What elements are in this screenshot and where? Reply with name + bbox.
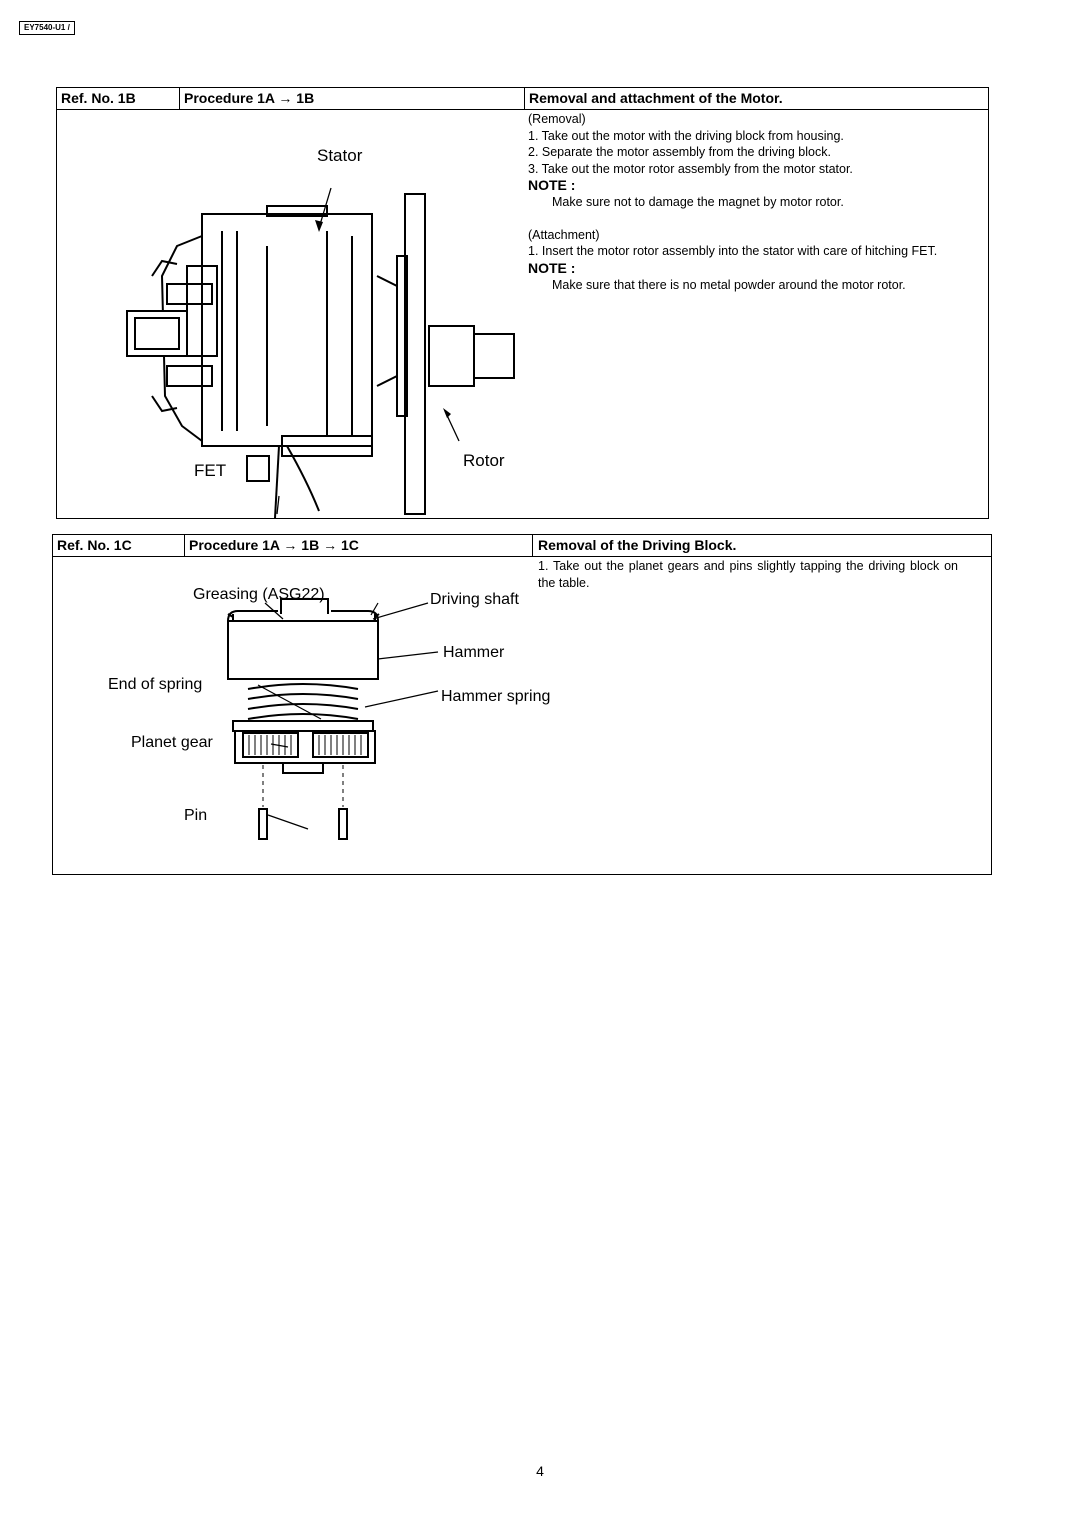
note-text: Make sure not to damage the magnet by motor rotor. — [552, 195, 844, 209]
section-1b-instructions — [528, 111, 980, 293]
fet-label: FET — [194, 461, 227, 480]
procedure: Procedure 1A → 1B → 1C — [189, 537, 359, 553]
note-label: NOTE : — [528, 177, 576, 193]
driving-block-illustration — [103, 579, 551, 869]
document-id: EY7540-U1 / — [19, 21, 75, 35]
note-label: NOTE : — [528, 259, 576, 276]
hammer-label: Hammer — [443, 644, 505, 661]
section-1c-instructions — [538, 558, 958, 591]
end-of-spring-label: End of spring — [108, 676, 203, 693]
greasing-label: Greasing (ASG22) — [193, 586, 325, 603]
planet-gear-label: Planet gear — [131, 734, 213, 751]
pin-label: Pin — [184, 807, 208, 824]
driving-shaft-label: Driving shaft — [430, 591, 519, 608]
section-1c-header — [53, 535, 991, 557]
note-text: Make sure that there is no metal powder around the motor rotor. — [552, 277, 906, 292]
section-1b — [56, 87, 989, 519]
motor-illustration — [107, 136, 527, 516]
hammer-spring-label: Hammer spring — [441, 688, 551, 705]
ref-number: Ref. No. 1C — [57, 537, 132, 553]
section-1b-header — [57, 88, 988, 110]
procedure: Procedure 1A → 1B — [184, 90, 315, 106]
removal-step: 2. Separate the motor assembly from the driving block. — [528, 145, 831, 159]
procedure-step: 1. Take out the planet gears and pins slightly tapping the driving block on the table. — [538, 559, 958, 590]
removal-step: 3. Take out the motor rotor assembly from the motor stator. — [528, 161, 853, 176]
section-title: Removal and attachment of the Motor. — [529, 90, 783, 106]
attachment-heading: (Attachment) — [528, 227, 600, 242]
stator-label: Stator — [317, 146, 363, 165]
rotor-label: Rotor — [463, 451, 505, 470]
attachment-step: 1. Insert the motor rotor assembly into the stator with care of hitching FET. — [528, 244, 938, 258]
removal-heading: (Removal) — [528, 112, 586, 126]
section-title: Removal of the Driving Block. — [538, 537, 737, 553]
page-number: 4 — [536, 1463, 544, 1479]
removal-step: 1. Take out the motor with the driving block from housing. — [528, 128, 844, 143]
ref-number: Ref. No. 1B — [61, 90, 136, 106]
section-1c — [52, 534, 992, 875]
